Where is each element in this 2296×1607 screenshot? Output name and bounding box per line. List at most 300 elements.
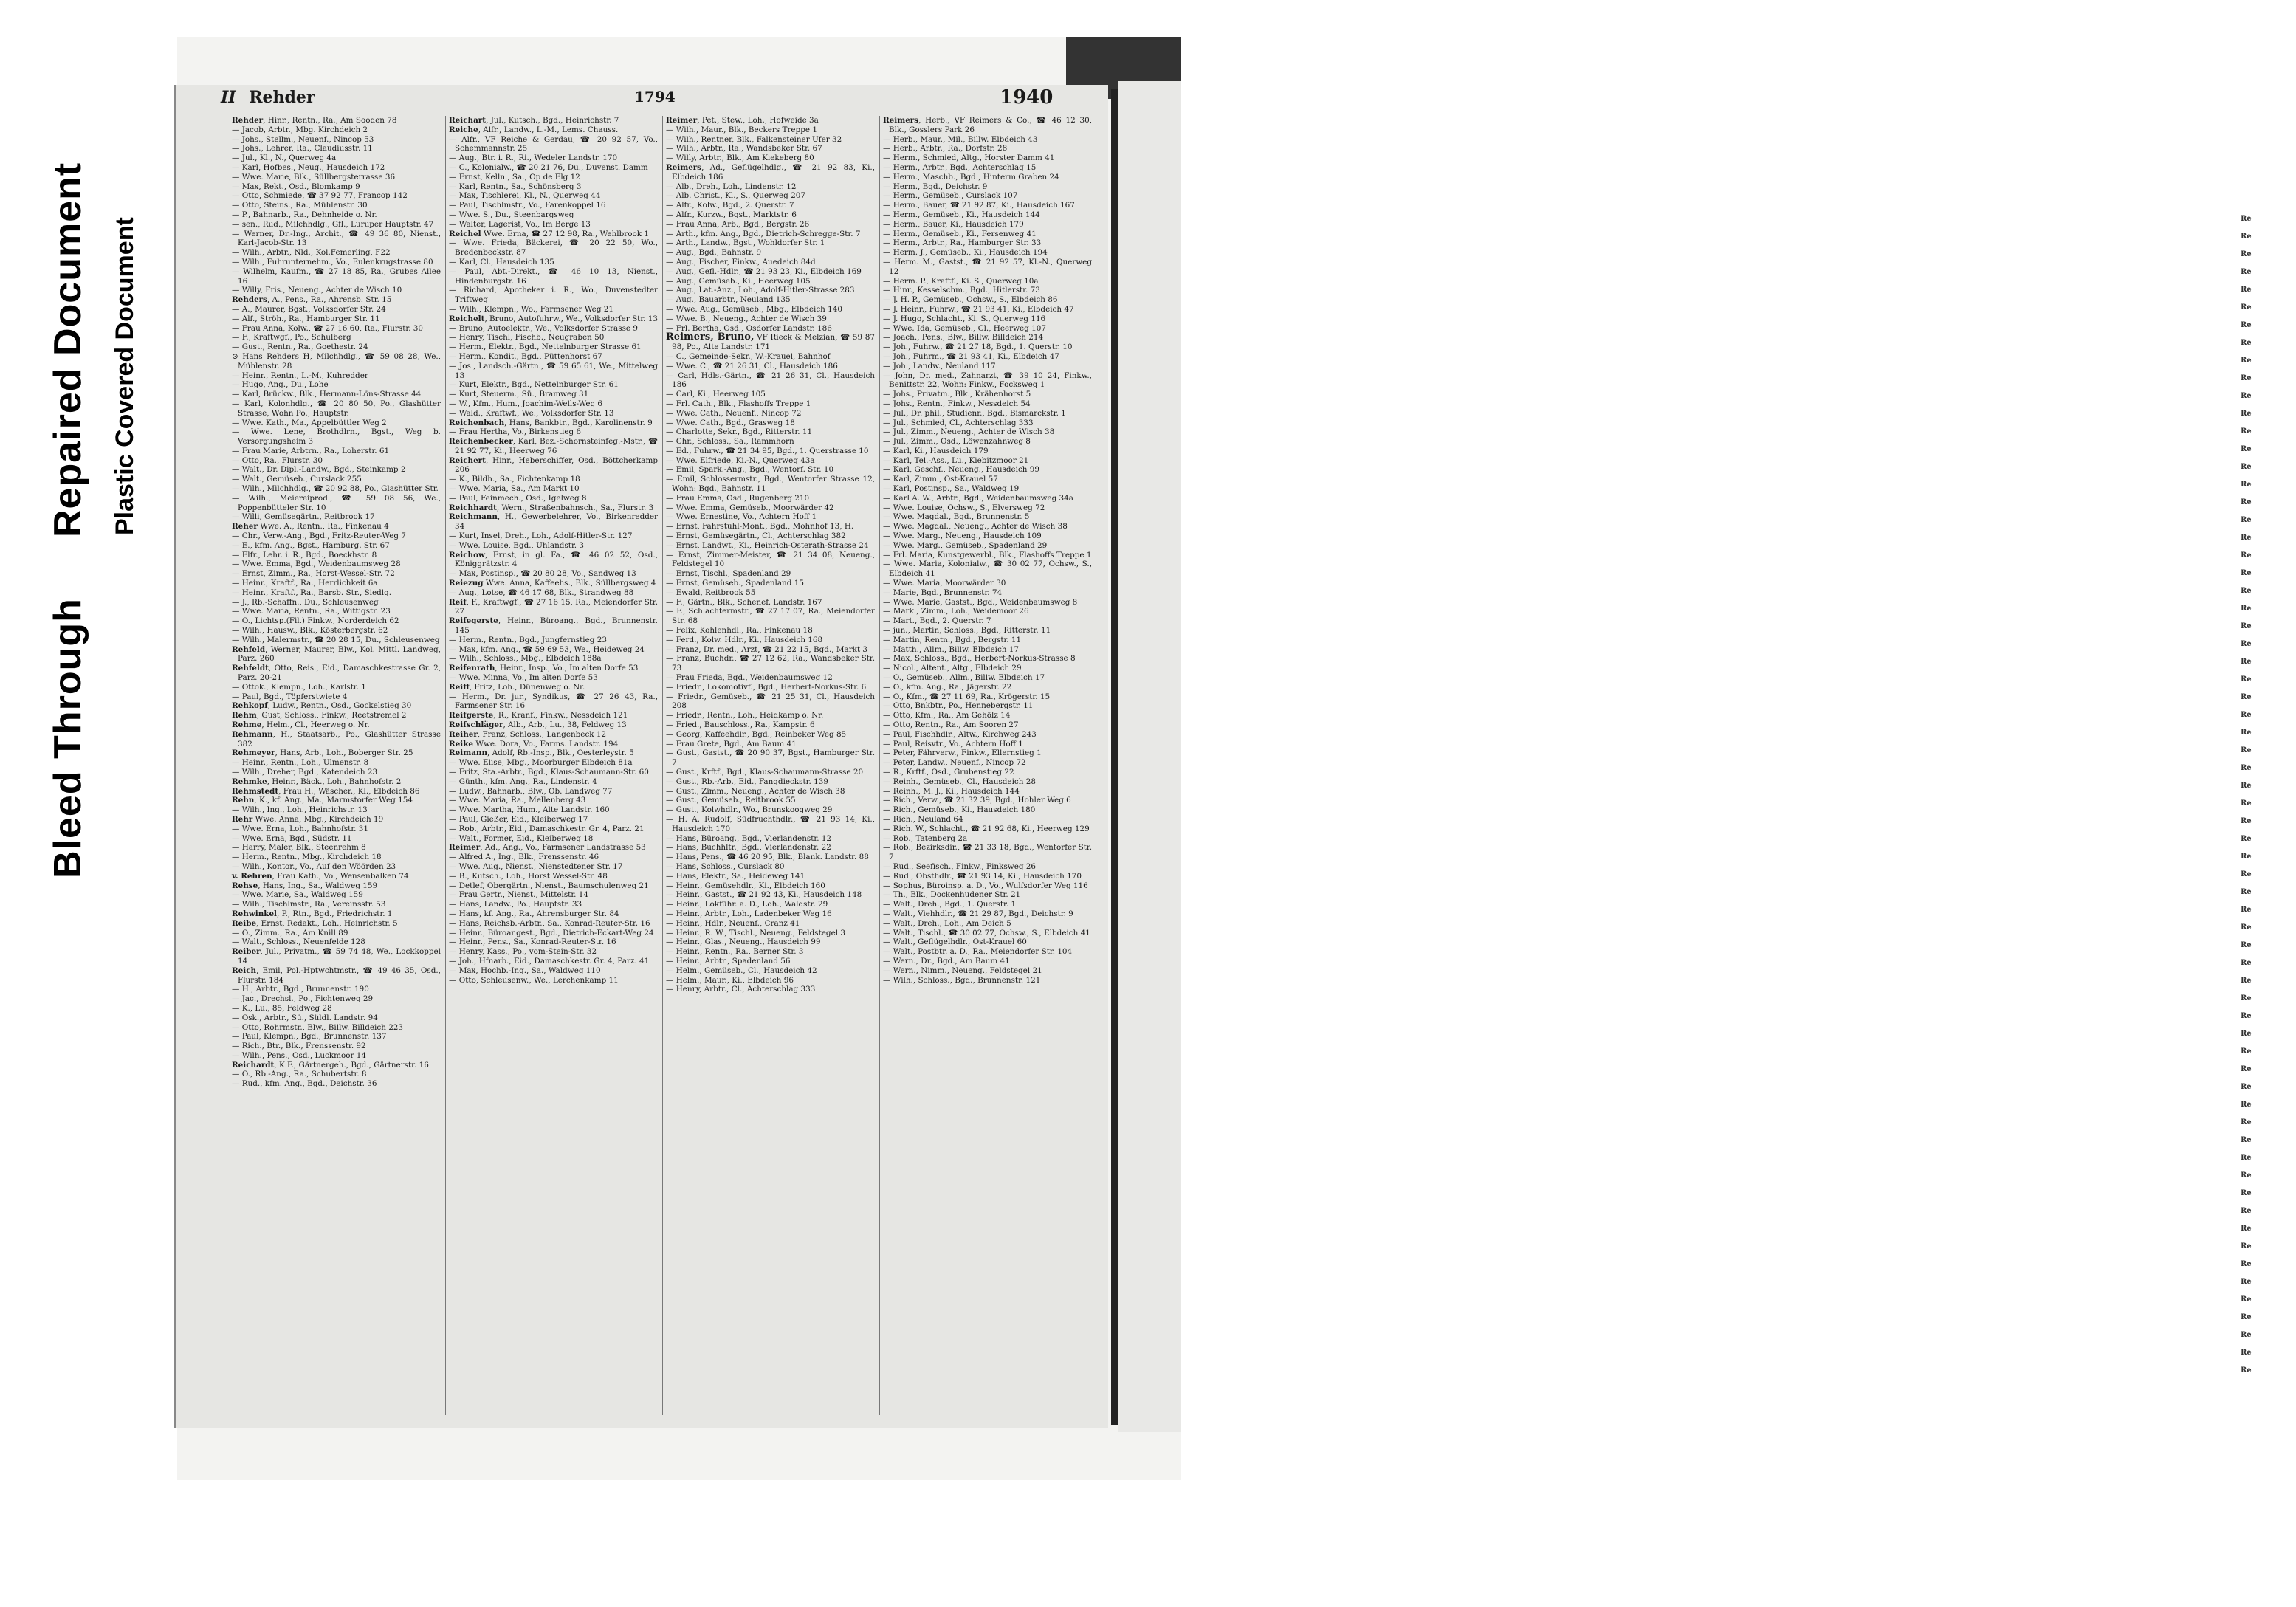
directory-entry: — Wald., Kraftwf., We., Volksdorfer Str. 13: [449, 408, 614, 418]
directory-entry: Reike Wwe. Dora, Vo., Farms. Landstr. 194: [449, 739, 619, 749]
column-2: [449, 116, 658, 1415]
directory-entry: — Hugo, Ang., Du., Lohe: [232, 380, 329, 390]
adjacent-fragment: Re: [2241, 870, 2252, 878]
directory-entry: — W., Kfm., Hum., Joachim-Wells-Weg 6: [449, 399, 603, 408]
directory-entry: — Wilhelm, Kaufm., ☎ 27 18 85, Ra., Grubes Allee 16: [232, 266, 441, 286]
adjacent-fragment: Re: [2241, 1242, 2252, 1250]
directory-entry: — Wwe. Elfriede, Ki.-N., Querweg 43a: [666, 455, 815, 465]
directory-entry: — Felix, Kohlenhdl., Ra., Finkenau 18: [666, 626, 813, 636]
directory-entry: — C., Gemeinde-Sekr., W.-Krauel, Bahnhof: [666, 351, 831, 361]
directory-entry: — Karl, Brückw., Blk., Hermann-Löns-Strasse 44: [232, 390, 422, 399]
directory-entry: — Frl. Cath., Blk., Flashoffs Treppe 1: [666, 399, 811, 408]
directory-entry: Reiber, Jul., Privatm., ☎ 59 74 48, We., Lockkoppel 14: [232, 947, 441, 966]
directory-entry: — Frau Hertha, Vo., Birkenstieg 6: [449, 427, 582, 437]
directory-entry: — Rud., Seefisch., Finkw., Finksweg 26: [883, 861, 1037, 871]
directory-entry: — Herm. J., Gemüseb., Ki., Hausdeich 194: [883, 248, 1048, 258]
directory-entry: — Hans, Schloss., Curslack 80: [666, 861, 785, 871]
directory-entry: — Herb., Maur., Mil., Billw. Elbdeich 43: [883, 134, 1038, 144]
directory-entry: — Johs., Stellm., Neuenf., Nincop 53: [232, 134, 374, 144]
adjacent-fragment: Re: [2241, 569, 2252, 577]
directory-entry: Reimers, Herb., VF Reimers & Co., ☎ 46 12 30, Blk., Gosslers Park 26: [883, 116, 1092, 134]
directory-entry: — Wwe. Aug., Gemüseb., Mbg., Elbdeich 140: [666, 304, 842, 314]
directory-entry: — Heinr., Rentn., Ra., Berner Str. 3: [666, 947, 804, 957]
adjacent-fragment: Re: [2241, 906, 2252, 914]
directory-entry: — Willy, Arbtr., Blk., Am Kiekeberg 80: [666, 154, 814, 163]
directory-entry: Reiezug Wwe. Anna, Kaffeehs., Blk., Süllbergsweg 4: [449, 579, 656, 588]
adjacent-fragment: Re: [2241, 693, 2252, 701]
directory-entry: — Jul., Dr. phil., Studienr., Bgd., Bismarckstr. 1: [883, 408, 1066, 418]
directory-entry: — Fried., Bauschloss., Ra., Kampstr. 6: [666, 720, 815, 729]
page-gutter: [1111, 89, 1118, 1425]
adjacent-fragment: Re: [2241, 1207, 2252, 1215]
directory-entry: — Karl, Zimm., Ost-Krauel 57: [883, 475, 998, 484]
directory-entry: — Heinr., Kraftf., Ra., Herrlichkeit 6a: [232, 579, 378, 588]
directory-entry: — Bruno, Autoelektr., We., Volksdorfer Strasse 9: [449, 323, 638, 333]
adjacent-page-text: [2241, 210, 2296, 1406]
directory-entry: — Walt., Dreh., Bgd., 1. Querstr. 1: [883, 900, 1017, 909]
directory-entry: — Reinh., Gemüseb., Cl., Hausdeich 28: [883, 777, 1036, 786]
directory-entry: Reichert, Hinr., Heberschiffer, Osd., Böttcherkamp 206: [449, 455, 658, 475]
directory-entry: — Karl, Kolonhdlg., ☎ 20 80 50, Po., Glashütter Strasse, Wohn Po., Hauptstr.: [232, 399, 441, 418]
directory-entry: Rehm, Gust, Schloss., Finkw., Reetstremel 2: [232, 711, 407, 720]
directory-entry: — Alf., Ströh., Ra., Hamburger Str. 11: [232, 314, 380, 323]
directory-entry: — Alb. Christ., Kl., S., Querweg 207: [666, 191, 805, 201]
directory-entry: — Wilh., Tischlmstr., Ra., Vereinsstr. 53: [232, 900, 386, 909]
directory-entry: Rehders, A., Pens., Ra., Ahrensb. Str. 15: [232, 295, 392, 305]
directory-entry: — Arth., kfm. Ang., Bgd., Dietrich-Schregge-Str. 7: [666, 229, 861, 238]
directory-entry: — Otto, Steins., Ra., Mühlenstr. 30: [232, 201, 368, 210]
adjacent-fragment: Re: [2241, 1047, 2252, 1056]
directory-entry: — Friedr., Gemüseb., ☎ 21 25 31, Cl., Hausdeich 208: [666, 692, 875, 711]
adjacent-fragment: Re: [2241, 587, 2252, 595]
directory-entry: — Frau Anna, Arb., Bgd., Bergstr. 26: [666, 219, 810, 229]
directory-entry: — Willi, Gemüsegärtn., Reitbrook 17: [232, 512, 375, 522]
directory-entry: Reifschläger, Alb., Arb., Lu., 38, Feldweg 13: [449, 720, 627, 729]
directory-entry: Rehfeld, Werner, Maurer, Blw., Kol. Mittl. Landweg, Parz. 260: [232, 644, 441, 664]
directory-entry: — Karl, Hofbes., Neug., Hausdeich 172: [232, 162, 385, 172]
directory-entry: — J., Rb.-Schaffn., Du., Schleusenweg: [232, 597, 379, 607]
directory-entry: — Karl, Geschf., Neueng., Hausdeich 99: [883, 465, 1039, 475]
directory-entry: Reher Wwe. A., Rentn., Ra., Finkenau 4: [232, 522, 389, 531]
column-3: [666, 116, 875, 1415]
directory-entry: — Max, kfm. Ang., ☎ 59 69 53, We., Heideweg 24: [449, 644, 645, 654]
adjacent-fragment: Re: [2241, 392, 2252, 400]
directory-entry: — Ernst, Gemüsegärtn., Cl., Achterschlag 382: [666, 531, 846, 541]
directory-entry: — Joh., Hfnarb., Eid., Damaschkestr. Gr. 4, Parz. 41: [449, 956, 650, 966]
directory-entry: Reichow, Ernst, in gl. Fa., ☎ 46 02 52, Osd., Königgrätzstr. 4: [449, 550, 658, 569]
adjacent-fragment: Re: [2241, 640, 2252, 648]
adjacent-fragment: Re: [2241, 410, 2252, 418]
directory-entry: — Sophus, Büroinsp. a. D., Vo., Wulfsdorfer Weg 116: [883, 881, 1088, 890]
directory-entry: — Rich., Neuland 64: [883, 814, 963, 824]
adjacent-fragment: Re: [2241, 959, 2252, 967]
directory-entry: — Emil, Spark.-Ang., Bgd., Wentorf. Str. 10: [666, 465, 834, 475]
directory-entry: — Heinr., Gastst., ☎ 21 92 43, Ki., Hausdeich 148: [666, 890, 862, 900]
directory-entry: — Wwe. Emma, Gemüseb., Moorwärder 42: [666, 503, 834, 512]
directory-entry: — Chr., Schloss., Sa., Rammhorn: [666, 437, 794, 447]
adjacent-fragment: Re: [2241, 1154, 2252, 1162]
directory-entry: — Wwe. Aug., Nienst., Nienstedtener Str. 17: [449, 861, 623, 871]
directory-page: [174, 85, 1108, 1428]
directory-entry: — Otto, Rentn., Ra., Am Sooren 27: [883, 720, 1019, 729]
directory-entry: — Heinr., Kraftf., Ra., Barsb. Str., Siedlg.: [232, 588, 392, 597]
directory-entry: — Herm., Schmied, Altg., Horster Damm 41: [883, 154, 1055, 163]
directory-entry: — Friedr., Lokomotivf., Bgd., Herbert-Norkus-Str. 6: [666, 682, 867, 692]
directory-entry: — C., Kolonialw., ☎ 20 21 76, Du., Duvenst. Damm: [449, 162, 648, 172]
adjacent-fragment: Re: [2241, 1278, 2252, 1286]
directory-entry: — Walt., Former, Eid., Kleiberweg 18: [449, 833, 594, 843]
directory-entry: — Hans, kf. Ang., Ra., Ahrensburger Str. 84: [449, 909, 619, 918]
directory-entry: — Jac., Drechsl., Po., Fichtenweg 29: [232, 994, 374, 1004]
directory-entry: — Peter, Fährverw., Finkw., Ellernstieg 1: [883, 749, 1042, 758]
directory-entry: — Alfr., Kolw., Bgd., 2. Querstr. 7: [666, 201, 794, 210]
bleed-through-label: Bleed Through: [47, 598, 89, 878]
adjacent-fragment: Re: [2241, 977, 2252, 985]
directory-entry: — Mark., Zimm., Loh., Weidemoor 26: [883, 607, 1029, 616]
adjacent-fragment: Re: [2241, 853, 2252, 861]
directory-entry: — Walter, Lagerist, Vo., Im Berge 13: [449, 219, 591, 229]
adjacent-fragment: Re: [2241, 498, 2252, 506]
directory-entry: — Charlotte, Sekr., Bgd., Ritterstr. 11: [666, 427, 813, 437]
directory-entry: — P., Bahnarb., Ra., Dehnheide o. Nr.: [232, 210, 377, 219]
directory-entry: — F., Schlachtermstr., ☎ 27 17 07, Ra., Meiendorfer Str. 68: [666, 607, 875, 626]
directory-entry: — Wilh., Pens., Osd., Luckmoor 14: [232, 1050, 367, 1060]
directory-entry: — Rich., Gemüseb., Ki., Hausdeich 180: [883, 805, 1036, 815]
directory-entry: — Wwe. Elise, Mbg., Moorburger Elbdeich 81a: [449, 758, 633, 768]
adjacent-fragment: Re: [2241, 1366, 2252, 1374]
adjacent-fragment: Re: [2241, 888, 2252, 896]
adjacent-fragment: Re: [2241, 622, 2252, 630]
directory-entry: — Wwe. Kath., Ma., Appelbüttler Weg 2: [232, 418, 387, 427]
adjacent-fragment: Re: [2241, 835, 2252, 843]
directory-entry: — Walt., Dr. Dipl.-Landw., Bgd., Steinkamp 2: [232, 465, 406, 475]
directory-entry: — Ernst, Gemüseb., Spadenland 15: [666, 579, 804, 588]
directory-entry: — Heinr., Büroangest., Bgd., Dietrich-Eckart-Weg 24: [449, 928, 654, 937]
directory-entry: — Rob., Arbtr., Eid., Damaschkestr. Gr. 4, Parz. 21: [449, 824, 645, 833]
directory-entry: — Joh., Landw., Neuland 117: [883, 361, 996, 371]
directory-entry: — Wwe. Emma, Bgd., Weidenbaumsweg 28: [232, 560, 401, 569]
adjacent-fragment: Re: [2241, 1260, 2252, 1268]
directory-entry: — Wwe. Magdal., Neueng., Achter de Wisch 38: [883, 522, 1068, 531]
directory-entry: — Wilh., Klempn., Wo., Farmsener Weg 21: [449, 304, 614, 314]
adjacent-fragment: Re: [2241, 1065, 2252, 1073]
running-head: [221, 88, 315, 107]
directory-entry: Rehmke, Heinr., Bäck., Loh., Bahnhofstr. 2: [232, 777, 402, 786]
directory-entry: Rehder, Hinr., Rentn., Ra., Am Sooden 78: [232, 116, 397, 125]
directory-entry: — Herm., Rentn., Mbg., Kirchdeich 18: [232, 853, 382, 862]
directory-entry: — Wwe. Louise, Bgd., Uhlandstr. 3: [449, 540, 584, 550]
directory-entry: — Jul., Kl., N., Querweg 4a: [232, 154, 337, 163]
directory-entry: — Heinr., Lokführ. a. D., Loh., Waldstr. 29: [666, 900, 828, 909]
directory-entry: — Max, Hochb.-Ing., Sa., Waldweg 110: [449, 966, 601, 975]
adjacent-fragment: Re: [2241, 268, 2252, 276]
directory-entry: v. Rehren, Frau Kath., Vo., Wensenbalken 74: [232, 871, 409, 881]
directory-entry: — Paul, Feinmech., Osd., Igelweg 8: [449, 493, 587, 503]
adjacent-fragment: Re: [2241, 303, 2252, 312]
directory-entry: Rehmeyer, Hans, Arb., Loh., Boberger Str. 25: [232, 749, 413, 758]
directory-entry: — Carl, Hdls.-Gärtn., ☎ 21 26 31, Cl., Hausdeich 186: [666, 371, 875, 390]
directory-entry: — Wwe. Marg., Neueng., Hausdeich 109: [883, 531, 1042, 541]
directory-entry: — Arth., Landw., Bgst., Wohldorfer Str. 1: [666, 238, 825, 248]
directory-entry: Reiche, Alfr., Landw., L.-M., Lems. Chauss.: [449, 125, 619, 134]
directory-entry: Reibe, Ernst, Redakt., Loh., Heinrichstr. 5: [232, 918, 398, 928]
directory-entry: — Rud., kfm. Ang., Bgd., Deichstr. 36: [232, 1079, 377, 1089]
directory-entry: Reimann, Adolf, Rb.-Insp., Blk., Oesterleystr. 5: [449, 749, 634, 758]
column-rule: [445, 116, 446, 1415]
directory-entry: — Aug., Gefl.-Hdlr., ☎ 21 93 23, Ki., Elbdeich 169: [666, 266, 862, 276]
directory-entry: — Fritz, Sta.-Arbtr., Bgd., Klaus-Schaumann-Str. 60: [449, 767, 649, 777]
directory-entry: — Wwe. Ida, Gemüseb., Cl., Heerweg 107: [883, 323, 1046, 333]
adjacent-fragment: Re: [2241, 233, 2252, 241]
directory-entry: — Max, Tischlerei, Kl., N., Querweg 44: [449, 191, 601, 201]
adjacent-fragment: Re: [2241, 357, 2252, 365]
directory-entry: — Marie, Bgd., Brunnenstr. 74: [883, 588, 1003, 597]
directory-entry: Rehr Wwe. Anna, Mbg., Kirchdeich 19: [232, 814, 384, 824]
adjacent-fragment: Re: [2241, 994, 2252, 1002]
directory-entry: — Karl, Cl., Hausdeich 135: [449, 257, 554, 266]
directory-entry: — Rich. W., Schlacht., ☎ 21 92 68, Ki., Heerweg 129: [883, 824, 1090, 833]
directory-entry: — Wwe. Ernestine, Vo., Achtern Hoff 1: [666, 512, 817, 522]
directory-entry: — Hans, Buchhltr., Bgd., Vierlandenstr. 22: [666, 843, 831, 853]
directory-entry: — Kurt, Steuerm., Sü., Bramweg 31: [449, 390, 589, 399]
directory-entry: — O., Gemüseb., Allm., Billw. Elbdeich 17: [883, 673, 1045, 683]
directory-entry: — Frl. Bertha, Osd., Osdorfer Landstr. 186: [666, 323, 832, 333]
directory-entry: — Kurt, Insel, Dreh., Loh., Adolf-Hitler-Str. 127: [449, 531, 633, 541]
directory-entry: — Paul, Gießer, Eid., Kleiberweg 17: [449, 814, 588, 824]
directory-entry: — Heinr., Pens., Sa., Konrad-Reuter-Str. 16: [449, 937, 616, 947]
directory-entry: — Herm., Gemüseb., Curslack 107: [883, 191, 1018, 201]
directory-entry: — Frau Emma, Osd., Rugenberg 210: [666, 493, 810, 503]
directory-entry: — Walt., Postbtr. a. D., Ra., Meiendorfer Str. 104: [883, 947, 1073, 957]
directory-entry: — Peter, Landw., Neuenf., Nincop 72: [883, 758, 1026, 768]
directory-entry: Reich, Emil, Pol.-Hptwchtmstr., ☎ 49 46 35, Osd., Flurstr. 184: [232, 966, 441, 985]
directory-entry: — Frau Grete, Bgd., Am Baum 41: [666, 739, 797, 749]
directory-entry: — Paul, Klempn., Bgd., Brunnenstr. 137: [232, 1032, 387, 1042]
directory-entry: — A., Maurer, Bgst., Volksdorfer Str. 24: [232, 304, 386, 314]
adjacent-fragment: Re: [2241, 675, 2252, 684]
directory-entry: — Frau Frieda, Bgd., Weidenbaumsweg 12: [666, 673, 833, 683]
adjacent-fragment: Re: [2241, 286, 2252, 294]
directory-entry: — Ed., Fuhrw., ☎ 21 34 95, Bgd., 1. Querstrasse 10: [666, 446, 869, 455]
directory-entry: — Karl A. W., Arbtr., Bgd., Weidenbaumsweg 34a: [883, 493, 1073, 503]
directory-entry: — Friedr., Rentn., Loh., Heidkamp o. Nr.: [666, 711, 824, 720]
directory-entry: — Werner, Dr.-Ing., Archit., ☎ 49 36 80, Nienst., Karl-Jacob-Str. 13: [232, 229, 441, 248]
adjacent-fragment: Re: [2241, 1331, 2252, 1339]
section-numeral: II: [221, 88, 236, 107]
directory-entry: Reifgerste, R., Kranf., Finkw., Nessdeich 121: [449, 711, 628, 720]
directory-entry: — Paul, Reisvtr., Vo., Achtern Hoff 1: [883, 739, 1023, 749]
directory-entry: — Max, Schloss., Bgd., Herbert-Norkus-Strasse 8: [883, 654, 1076, 664]
directory-entry: — Georg, Kaffeehdlr., Bgd., Reinbeker Weg 85: [666, 729, 847, 739]
directory-entry: — Nicol., Altent., Altg., Elbdeich 29: [883, 664, 1022, 673]
directory-entry: Reiher, Franz, Schloss., Langenbeck 12: [449, 729, 607, 739]
directory-entry: — Johs., Lehrer, Ra., Claudiusstr. 11: [232, 144, 373, 154]
adjacent-fragment: Re: [2241, 729, 2252, 737]
directory-entry: — Gust., Kolwhdlr., Wo., Brunskoogweg 29: [666, 805, 833, 815]
directory-entry: — Herm., Bauer, Ki., Hausdeich 179: [883, 219, 1024, 229]
annotation-sidebar: [0, 0, 177, 1607]
directory-entry: — Hans, Büroang., Bgd., Vierlandenstr. 12: [666, 833, 832, 843]
directory-entry: — Herb., Arbtr., Ra., Dorfstr. 28: [883, 144, 1008, 154]
directory-entry: — Frau Anna, Kolw., ☎ 27 16 60, Ra., Flurstr. 30: [232, 323, 424, 333]
directory-entry: — Herm., Maschb., Bgd., Hinterm Graben 24: [883, 172, 1059, 182]
directory-entry: — Wwe. Marie, Gastst., Bgd., Weidenbaumsweg 8: [883, 597, 1078, 607]
adjacent-page: [1118, 81, 2252, 1432]
directory-entry: — Wilh., Kontor., Vo., Auf den Wöörden 23: [232, 861, 396, 871]
adjacent-fragment: Re: [2241, 711, 2252, 719]
directory-entry: — Wilh., Hausw., Blk., Kösterbergstr. 62: [232, 626, 388, 636]
directory-entry: — Walt., Gemüseb., Curslack 255: [232, 475, 362, 484]
directory-entry: — F., Kraftwgf., Po., Schulberg: [232, 333, 351, 343]
directory-entry: — Johs., Privatm., Blk., Krähenhorst 5: [883, 390, 1031, 399]
directory-entry: — Otto, Schmiede, ☎ 37 92 77, Francop 142: [232, 191, 408, 201]
directory-entry: Rehfeldt, Otto, Reis., Eid., Damaschkestrasse Gr. 2, Parz. 20-21: [232, 664, 441, 683]
directory-entry: — Günth., kfm. Ang., Ra., Lindenstr. 4: [449, 777, 597, 786]
adjacent-fragment: Re: [2241, 250, 2252, 258]
running-surname: Rehder: [249, 88, 315, 107]
directory-entry: — Wwe. Cath., Bgd., Grasweg 18: [666, 418, 795, 427]
directory-entry: — J. Hugo, Schlacht., Ki. S., Querweg 116: [883, 314, 1046, 323]
directory-entry: — Alb., Dreh., Loh., Lindenstr. 12: [666, 182, 797, 191]
directory-entry: Reichenbach, Hans, Bankbtr., Bgd., Karolinenstr. 9: [449, 418, 653, 427]
directory-entry: — Richard, Apotheker i. R., Wo., Duvenstedter Triftweg: [449, 286, 658, 305]
directory-entry: — Gust., Krftf., Bgd., Klaus-Schaumann-Strasse 20: [666, 767, 864, 777]
directory-entry: — Th., Blk., Dockenhudener Str. 21: [883, 890, 1021, 900]
directory-entry: Rehwinkel, P., Rtn., Bgd., Friedrichstr. 1: [232, 909, 393, 918]
directory-entry: Reimer, Ad., Ang., Vo., Farmsener Landstrasse 53: [449, 843, 646, 853]
directory-entry: — Ferd., Kolw. Hdlr., Ki., Hausdeich 168: [666, 635, 823, 644]
column-rule: [662, 116, 663, 1415]
adjacent-fragment: Re: [2241, 1136, 2252, 1144]
directory-entry: — Rich., Btr., Blk., Frenssenstr. 92: [232, 1042, 366, 1051]
directory-entry: — Reinh., M. J., Ki., Hausdeich 144: [883, 786, 1020, 796]
directory-entry: — O., Lichtsp.(Fil.) Finkw., Norderdeich 62: [232, 616, 399, 626]
directory-entry: — Herm., Gemüseb., Ki., Hausdeich 144: [883, 210, 1040, 219]
directory-entry: — E., kfm. Ang., Bgst., Hamburg. Str. 67: [232, 540, 390, 550]
directory-entry: — Jul., Schmied, Cl., Achterschlag 333: [883, 418, 1034, 427]
adjacent-fragment: Re: [2241, 605, 2252, 613]
directory-entry: — Herm., Elektr., Bgd., Nettelnburger Strasse 61: [449, 343, 642, 352]
directory-entry: — Gust., Rentn., Ra., Goethestr. 24: [232, 343, 368, 352]
directory-entry: — sen., Rud., Milchhdlg., Gfl., Luruper Hauptstr. 47: [232, 219, 434, 229]
directory-entry: — Jacob, Arbtr., Mbg. Kirchdeich 2: [232, 125, 368, 134]
directory-entry: — Wilh., Arbtr., Ra., Wandsbeker Str. 67: [666, 144, 822, 154]
directory-entry: Reimers, Bruno, VF Rieck & Melzian, ☎ 59 87 98, Po., Alte Landstr. 171: [666, 331, 875, 352]
directory-entry: — Wilh., Maur., Blk., Beckers Treppe 1: [666, 125, 817, 134]
column-4: [883, 116, 1092, 1415]
directory-entry: — Mart., Bgd., 2. Querstr. 7: [883, 616, 991, 626]
adjacent-fragment: Re: [2241, 799, 2252, 808]
adjacent-fragment: Re: [2241, 1012, 2252, 1020]
directory-entry: Reimer, Pet., Stew., Loh., Hofweide 3a: [666, 116, 819, 125]
directory-entry: — Jos., Landsch.-Gärtn., ☎ 59 65 61, We., Mittelweg 13: [449, 361, 658, 380]
directory-entry: — Karl, Postinsp., Sa., Waldweg 19: [883, 484, 1020, 494]
directory-entry: — John, Dr. med., Zahnarzt, ☎ 39 10 24, Finkw., Benittstr. 22, Wohn: Finkw., Focksweg 1: [883, 371, 1092, 390]
directory-entry: Rehme, Helm., Cl., Heerweg o. Nr.: [232, 720, 370, 729]
directory-entry: — Henry, Arbtr., Cl., Achterschlag 333: [666, 985, 816, 994]
directory-entry: — Otto, Schleusenw., We., Lerchenkamp 11: [449, 975, 619, 985]
directory-entry: — Hans, Landw., Po., Hauptstr. 33: [449, 900, 582, 909]
directory-entry: — Heinr., Hdlr., Neuenf., Cranz 41: [666, 918, 800, 928]
directory-entry: — B., Kutsch., Loh., Horst Wessel-Str. 48: [449, 871, 608, 881]
directory-entry: — Hans, Reichsb.-Arbtr., Sa., Konrad-Reuter-Str. 16: [449, 918, 650, 928]
directory-entry: — K., Bildh., Sa., Fichtenkamp 18: [449, 475, 580, 484]
directory-entry: — Ewald, Reitbrook 55: [666, 588, 756, 597]
directory-entry: — Ludw., Bahnarb., Blw., Ob. Landweg 77: [449, 786, 613, 796]
adjacent-fragment: Re: [2241, 746, 2252, 754]
directory-entry: — Rob., Tatenberg 2a: [883, 833, 968, 843]
directory-entry: — Aug., Bgd., Bahnstr. 9: [666, 248, 762, 258]
directory-entry: — Wwe. Martha, Hum., Alte Landstr. 160: [449, 805, 610, 815]
adjacent-fragment: Re: [2241, 764, 2252, 772]
directory-entry: — Ernst, Zimm., Ra., Horst-Wessel-Str. 72: [232, 569, 395, 579]
directory-entry: Rehkopf, Ludw., Rentn., Osd., Gockelstieg 30: [232, 701, 412, 711]
directory-entry: — Aug., Gemüseb., Ki., Heerweg 105: [666, 276, 811, 286]
directory-entry: — J. H. P., Gemüseb., Ochsw., S., Elbdeich 86: [883, 295, 1058, 305]
directory-entry: Reif, F., Kraftwgf., ☎ 27 16 15, Ra., Meiendorfer Str. 27: [449, 597, 658, 616]
directory-entry: — Wwe. Maria, Kolonialw., ☎ 30 02 77, Ochsw., S., Elbdeich 41: [883, 560, 1092, 579]
directory-entry: — Joh., Fuhrm., ☎ 21 93 41, Ki., Elbdeich 47: [883, 351, 1059, 361]
directory-entry: — Wilh., Ing., Loh., Heinrichstr. 13: [232, 805, 368, 815]
adjacent-fragment: Re: [2241, 1313, 2252, 1321]
directory-entry: — Aug., Bauarbtr., Neuland 135: [666, 295, 791, 305]
directory-entry: — Max, Rekt., Osd., Blomkamp 9: [232, 182, 360, 191]
directory-entry: — Matth., Allm., Billw. Elbdeich 17: [883, 644, 1019, 654]
directory-entry: — Harry, Maler, Blk., Steenrehm 8: [232, 843, 366, 853]
directory-entry: — Wwe. Marie, Blk., Süllbergsterrasse 36: [232, 172, 396, 182]
directory-entry: — Ernst, Fahrstuhl-Mont., Bgd., Mohnhof 13, H.: [666, 522, 854, 531]
directory-entry: — Franz, Dr. med., Arzt, ☎ 21 22 15, Bgd., Markt 3: [666, 644, 868, 654]
directory-entry: — Walt., Tischl., ☎ 30 02 77, Ochsw., S., Elbdeich 41: [883, 928, 1090, 937]
directory-entry: — Wilh., Malermstr., ☎ 20 28 15, Du., Schleusenweg: [232, 635, 440, 644]
directory-entry: — Joach., Pens., Blw., Billw. Billdeich 214: [883, 333, 1044, 343]
directory-entry: — Ernst, Landwt., Ki., Heinrich-Osterath-Strasse 24: [666, 540, 869, 550]
directory-entry: — Gust., Zimm., Neueng., Achter de Wisch 38: [666, 786, 845, 796]
directory-entry: — Ernst, Tischl., Spadenland 29: [666, 569, 791, 579]
directory-entry: — F., Gärtn., Blk., Schenef. Landstr. 167: [666, 597, 822, 607]
directory-entry: — Herm., Arbtr., Bgd., Achterschlag 15: [883, 162, 1037, 172]
directory-entry: — Wwe. Maria, Sa., Am Markt 10: [449, 484, 580, 494]
adjacent-fragment: Re: [2241, 1101, 2252, 1109]
directory-entry: — Heinr., Arbtr., Loh., Ladenbeker Weg 16: [666, 909, 832, 918]
page-header: [176, 85, 1108, 114]
adjacent-fragment: Re: [2241, 445, 2252, 453]
directory-entry: — Ernst, Kelln., Sa., Op de Elg 12: [449, 172, 580, 182]
directory-entry: — Paul, Abt.-Direkt., ☎ 46 10 13, Nienst., Hindenburgstr. 16: [449, 266, 658, 286]
directory-entry: — Heinr., Rentn., L.-M., Kuhredder: [232, 371, 368, 380]
directory-entry: — Wwe. Louise, Ochsw., S., Elversweg 72: [883, 503, 1045, 512]
directory-entry: — Gust., Gemüseb., Reitbrook 55: [666, 796, 796, 805]
directory-columns: [232, 116, 1092, 1415]
adjacent-fragment: Re: [2241, 321, 2252, 329]
directory-entry: — Herm., Arbtr., Ra., Hamburger Str. 33: [883, 238, 1042, 248]
adjacent-fragment: Re: [2241, 215, 2252, 223]
directory-entry: — Wilh., Arbtr., Nld., Kol.Femerling, F22: [232, 248, 391, 258]
directory-entry: — Gust., Rb.-Arb., Eid., Fangdieckstr. 139: [666, 777, 828, 786]
directory-entry: — K., Lu., 85, Feldweg 28: [232, 1003, 332, 1013]
directory-entry: — Gust., Gastst., ☎ 20 90 37, Bgst., Hamburger Str. 7: [666, 749, 875, 768]
directory-entry: — O., Kfm., ☎ 27 11 69, Ra., Krögerstr. 15: [883, 692, 1051, 701]
adjacent-fragment: Re: [2241, 941, 2252, 949]
directory-entry: — Wwe. Maria, Rentn., Ra., Wittigstr. 23: [232, 607, 391, 616]
adjacent-fragment: Re: [2241, 1171, 2252, 1180]
directory-entry: — Franz, Buchdr., ☎ 27 12 62, Ra., Wandsbeker Str. 73: [666, 654, 875, 673]
directory-entry: — H., Arbtr., Bgd., Brunnenstr. 190: [232, 985, 369, 994]
directory-entry: — Wwe. S., Du., Steenbargsweg: [449, 210, 574, 219]
adjacent-fragment: Re: [2241, 1083, 2252, 1091]
directory-entry: — Walt., Geflügelhdlr., Ost-Krauel 60: [883, 937, 1027, 947]
directory-entry: — Wilh., Meiereiprod., ☎ 59 08 56, We., Poppenbütteler Str. 10: [232, 493, 441, 512]
